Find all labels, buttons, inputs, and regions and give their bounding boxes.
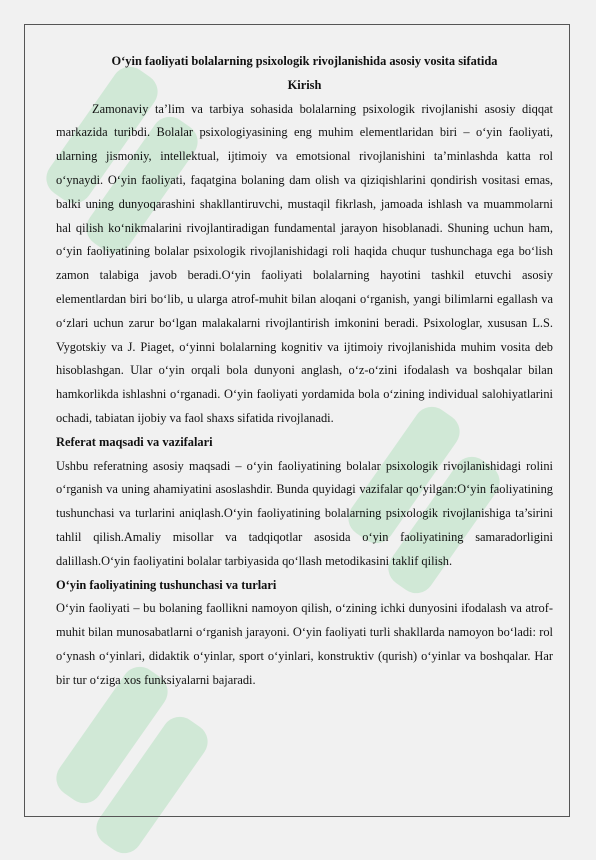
types-paragraph: O‘yin faoliyati – bu bolaning faollikni namoyon qilish, o‘zining ichki dunyosini ifodalash va atrof-muhit bilan munosabatlarni o‘rganish jarayoni. O‘yin faoliyati turli shakllarda namoyon bo‘ladi: rol o‘ynash o‘yinlari, didaktik o‘yinlar, sport o‘yinlari, konstruktiv (qurish) o‘yinlar va boshqalar. Har bir tur o‘ziga xos funksiyalarni bajaradi. (56, 601, 553, 687)
goals-heading: Referat maqsadi va vazifalari (56, 434, 213, 449)
document-title: O‘yin faoliyati bolalarning psixologik rivojlanishida asosiy vosita sifatida (111, 54, 498, 68)
intro-paragraph: Zamonaviy ta’lim va tarbiya sohasida bolalarning psixologik rivojlanishi asosiy diqqat markazida turibdi. Bolalar psixologiyasining eng muhim elementlaridan biri – o‘yin faoliyati, ularning jismoniy, intellektual, ijtimoiy va emotsional rivojlanishini ta’minlashda katta rol o‘ynaydi. O‘yin faoliyati, faqatgina bolaning dam olish va qiziqishlarini qondirish vositasi emas, balki uning dunyoqarashini shakllantiruvchi, mustaqil fikrlash, jamoada ishlash va muammolarni hal qilish ko‘nikmalarini rivojlantiradigan fundamental jarayon hisoblanadi. Shuning uchun ham, o‘yin faoliyatining bolalar psixologik rivojlanishidagi roli haqida chuqur tushunchaga ega bo‘lish zamon talabiga javob beradi.O‘yin faoliyati bolalarning hayotini tashkil etuvchi asosiy elementlardan biri bo‘lib, u ularga atrof-muhit bilan aloqani o‘rganish, yangi bilimlarni egallash va o‘zlari uchun zarur bo‘lgan malakalarni rivojlantirish imkonini beradi. Psixologlar, xususan L.S. Vygotskiy va J. Piaget, o‘yinni bolalarning kognitiv va ijtimoiy rivojlanishida muhim vosita deb hisoblashgan. Ular o‘yin orqali bola dunyoni anglash, o‘z-o‘zini ifodalash va boshqalar bilan hamkorlikda ishlashni o‘rganadi. O‘yin faoliyati yordamida bola o‘zining individual salohiyatlarini ochadi, tabiatan ijobiy va faol shaxs sifatida rivojlanadi. (56, 101, 553, 425)
document-body (56, 50, 553, 693)
types-heading: O‘yin faoliyatining tushunchasi va turlari (56, 577, 277, 592)
intro-heading: Kirish (287, 77, 322, 92)
goals-paragraph: Ushbu referatning asosiy maqsadi – o‘yin faoliyatining bolalar psixologik rivojlanishidagi rolini o‘rganish va uning ahamiyatini asoslashdir. Bunda quyidagi vazifalar qo‘yilgan:O‘yin faoliyatining tushunchasi va turlarini aniqlash.O‘yin faoliyatining bolalarning psixologik rivojlanishiga ta’sirini tahlil qilish.Amaliy misollar va tadqiqotlar asosida o‘yin faoliyatining samaradorligini dalillash.O‘yin faoliyatini bolalar tarbiyasida qo‘llash metodikasini taklif qilish. (56, 458, 553, 568)
